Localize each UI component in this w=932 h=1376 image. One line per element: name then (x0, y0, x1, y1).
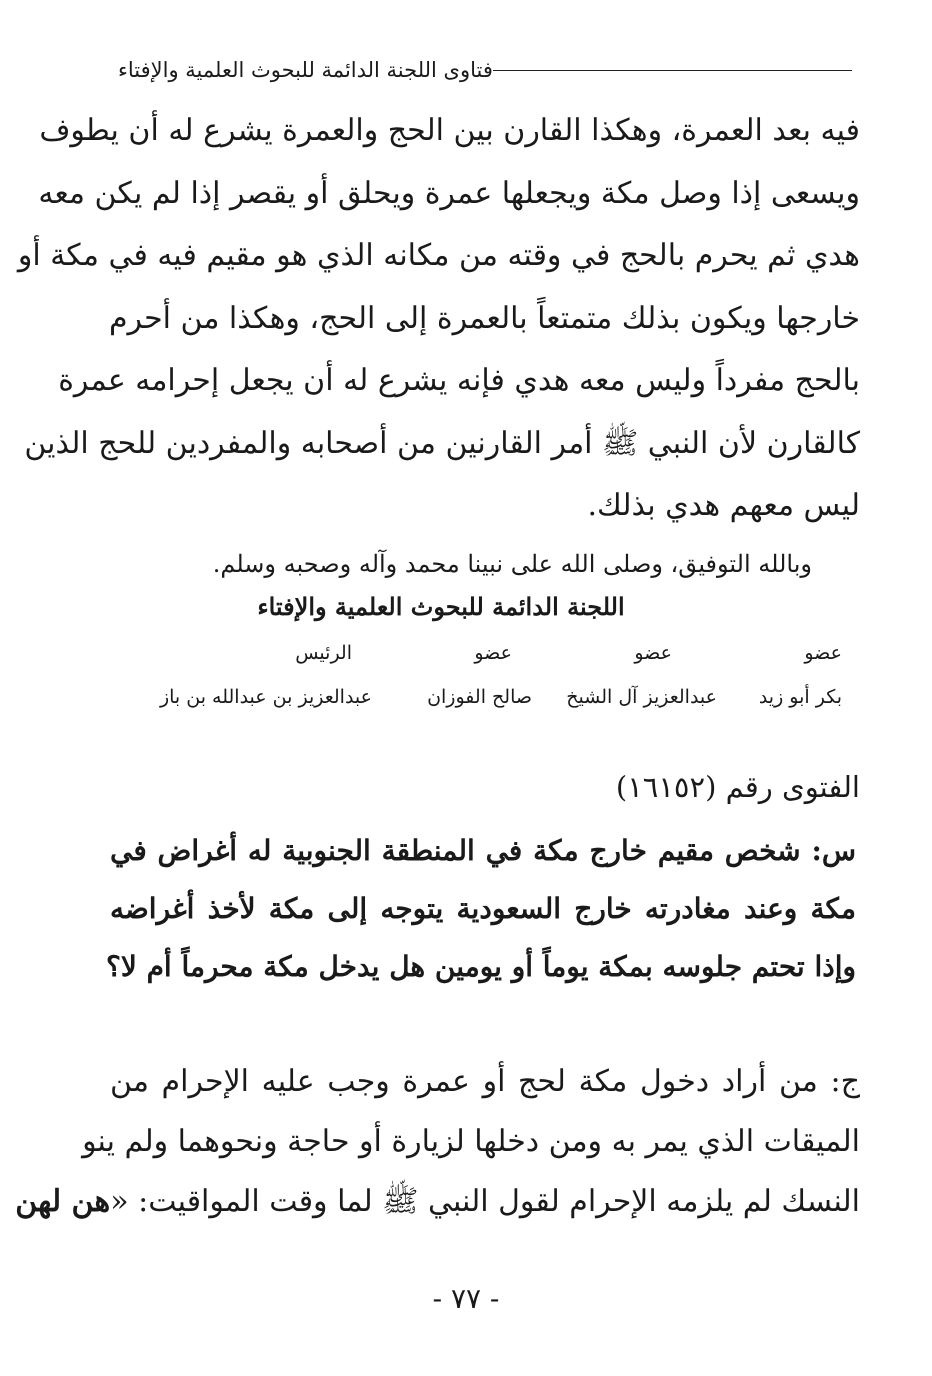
signatory-name: بكر أبو زيد (758, 686, 842, 708)
body-line: خارجها ويكون بذلك متمتعاً بالعمرة إلى الحج، وهكذا من أحرم (108, 300, 860, 336)
signatory-name: عبدالعزيز آل الشيخ (566, 686, 717, 708)
question-line: مكة وعند مغادرته خارج السعودية يتوجه إلى مكة لأخذ أغراضه (110, 892, 856, 925)
signatory-role: عضو (804, 642, 842, 664)
answer-line (15, 1172, 860, 1232)
body-line: ليس معهم هدي بذلك. (587, 488, 860, 523)
running-title: فتاوى اللجنة الدائمة للبحوث العلمية والإفتاء (118, 58, 493, 82)
answer-line-text: النسك لم يلزمه الإحرام لقول النبي ﷺ لما وقت المواقيت: « (110, 1184, 860, 1219)
signatory-name: صالح الفوزان (427, 686, 532, 708)
page-number: - ٧٧ - (432, 1282, 500, 1315)
running-header (118, 52, 862, 88)
body-line: فيه بعد العمرة، وهكذا القارن بين الحج والعمرة يشرع له أن يطوف (39, 113, 860, 148)
signatory-role: عضو (474, 642, 512, 664)
question-paragraph (106, 822, 856, 996)
answer-line-bold: هن لهن (15, 1184, 111, 1219)
signatory-role: عضو (634, 642, 672, 664)
answer-line: ج: من أراد دخول مكة لحج أو عمرة وجب عليه الإحرام من (110, 1064, 860, 1099)
body-line: هدي ثم يحرم بالحج في وقته من مكانه الذي هو مقيم فيه في مكة أو (17, 238, 860, 273)
question-line: وإذا تحتم جلوسه بمكة يوماً أو يومين هل يدخل مكة محرماً أم لا؟ (106, 950, 856, 983)
body-paragraph (17, 100, 860, 538)
committee-name: اللجنة الدائمة للبحوث العلمية والإفتاء (257, 592, 625, 621)
answer-line: الميقات الذي يمر به ومن دخلها لزيارة أو حاجة ونحوهما ولم ينو (82, 1124, 860, 1159)
body-line: كالقارن لأن النبي ﷺ أمر القارنين من أصحابه والمفردين للحج الذين (24, 425, 860, 461)
closing-line: وبالله التوفيق، وصلى الله على نبينا محمد وآله وصحبه وسلم. (212, 550, 812, 578)
question-line: س: شخص مقيم خارج مكة في المنطقة الجنوبية له أغراض في (110, 834, 856, 867)
body-line: بالحج مفرداً وليس معه هدي فإنه يشرع له أن يجعل إحرامه عمرة (58, 363, 860, 398)
body-line: ويسعى إذا وصل مكة ويجعلها عمرة ويحلق أو يقصر إذا لم يكن معه (38, 175, 860, 211)
signatory-role: الرئيس (295, 642, 352, 664)
answer-paragraph (15, 1052, 860, 1232)
signatory-name: عبدالعزيز بن عبدالله بن باز (159, 686, 372, 708)
header-rule (493, 70, 852, 71)
fatwa-number: الفتوى رقم (١٦١٥٢) (615, 770, 860, 804)
